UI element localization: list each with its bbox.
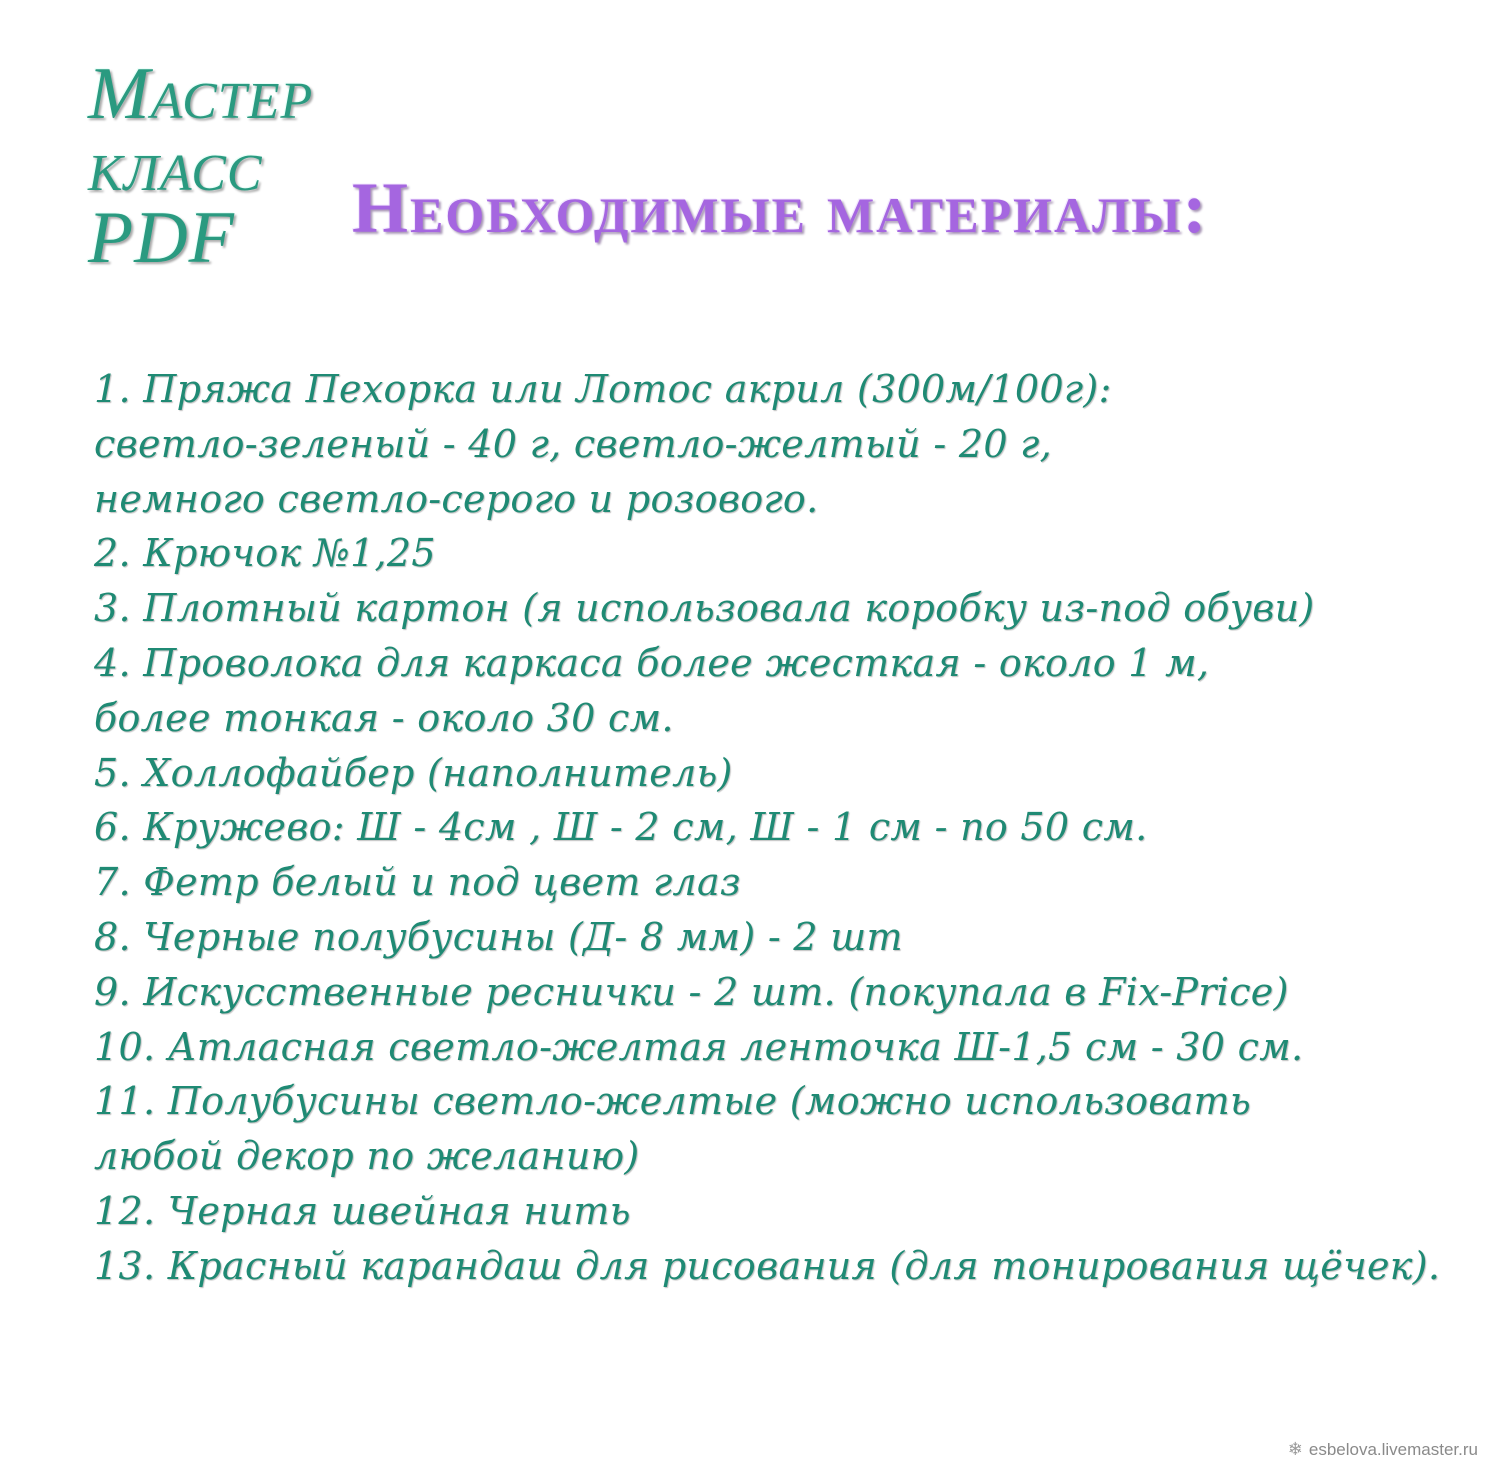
list-line: 9. Искусственные реснички - 2 шт. (покупала в Fix-Price) — [94, 969, 1289, 1014]
materials-heading: Необходимые материалы: — [352, 168, 1209, 248]
title-line-1: Мастер — [88, 53, 314, 135]
watermark — [1288, 1439, 1478, 1460]
list-line: 4. Проволока для каркаса более жесткая - около 1 м, — [94, 640, 1210, 685]
title-line-3: PDF — [88, 197, 235, 279]
snowflake-icon: ❄ — [1287, 1439, 1303, 1459]
list-line: 11. Полубусины светло-желтые (можно использовать — [94, 1079, 1251, 1124]
list-line: 2. Крючок №1,25 — [94, 531, 436, 576]
list-line: 3. Плотный картон (я использовала коробку из-под обуви) — [94, 586, 1315, 631]
title-line-2: класс — [88, 125, 263, 207]
list-line: 1. Пряжа Пехорка или Лотос акрил (300м/100г): — [94, 367, 1112, 411]
list-line: 5. Холлофайбер (наполнитель) — [94, 750, 733, 795]
list-line: 10. Атласная светло-желтая ленточка Ш-1,5 см - 30 см. — [94, 1024, 1304, 1069]
list-line: любой декор по желанию) — [94, 1134, 640, 1179]
list-line: 13. Красный карандаш для рисования (для тонирования щёчек). — [94, 1243, 1441, 1288]
list-line: более тонкая - около 30 см. — [94, 695, 674, 740]
list-line: 8. Черные полубусины (Д- 8 мм) - 2 шт — [94, 914, 903, 959]
list-line: 7. Фетр белый и под цвет глаз — [94, 860, 741, 905]
list-line: 6. Кружево: Ш - 4см , Ш - 2 см, Ш - 1 см - по 50 см. — [94, 805, 1148, 850]
list-line: светло-зеленый - 40 г, светло-желтый - 20 г, — [94, 421, 1053, 466]
list-line: 12. Черная швейная нить — [94, 1188, 631, 1233]
materials-list — [94, 362, 1474, 1294]
watermark-text: esbelova.livemaster.ru — [1308, 1439, 1478, 1459]
master-class-title — [88, 53, 388, 279]
list-line: немного светло-серого и розового. — [94, 476, 819, 521]
